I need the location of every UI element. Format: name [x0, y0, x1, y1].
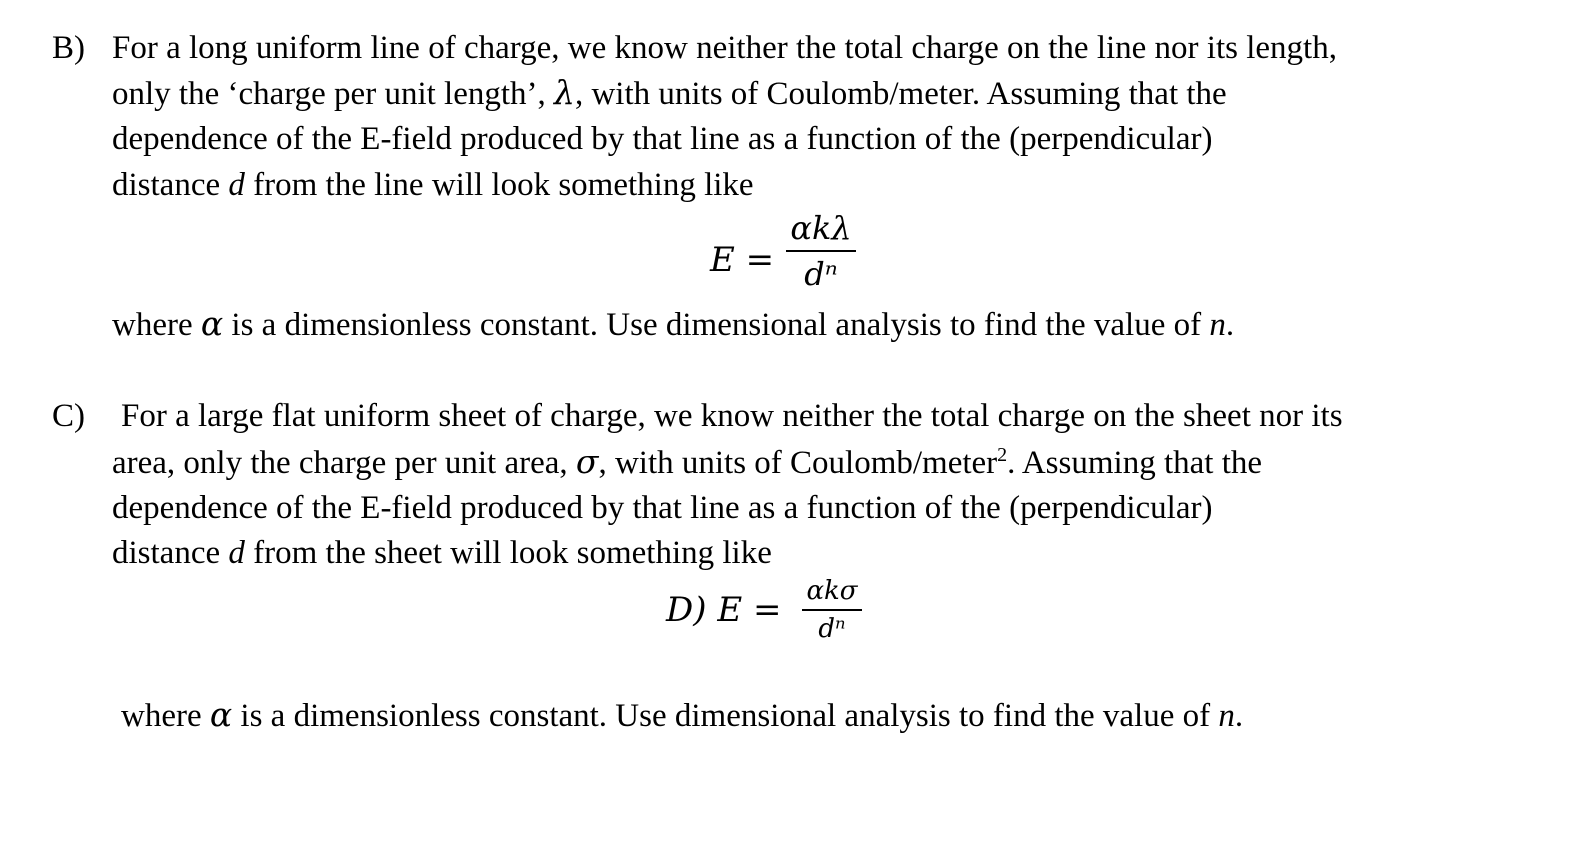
- part-c-line-4: distance d from the sheet will look something like: [112, 535, 772, 571]
- equation-b-numerator: αkλ: [790, 209, 852, 247]
- sigma-symbol: σ: [575, 442, 599, 481]
- equation-d-fraction: [802, 578, 862, 642]
- part-c-line-1: For a large flat uniform sheet of charge, we know neither the total charge on the sheet nor its: [121, 398, 1343, 434]
- equation-d-lhs: D) E =: [666, 590, 782, 630]
- part-b-line-1: For a long uniform line of charge, we know neither the total charge on the line nor its length,: [112, 30, 1337, 66]
- equation-b-lhs: E =: [710, 240, 775, 280]
- part-c-line-2: area, only the charge per unit area, σ, with units of Coulomb/meter$^2$. Assuming that the: [112, 442, 1263, 481]
- equation-d-numerator: αkσ: [806, 576, 858, 606]
- equation-b-denominator: dⁿ: [804, 255, 838, 293]
- part-b-line-3: dependence of the E-field produced by that line as a function of the (perpendicular): [112, 121, 1213, 157]
- part-b-line-4: distance d from the line will look something like: [112, 167, 754, 203]
- part-b-label: B): [52, 30, 85, 66]
- equation-b-fraction: [786, 209, 856, 293]
- part-b-where-line: where α is a dimensionless constant. Use dimensional analysis to find the value of n.: [112, 304, 1235, 343]
- part-c-label: C): [52, 398, 85, 434]
- equation-d-denominator: dⁿ: [818, 614, 846, 644]
- lambda-symbol: λ: [554, 73, 575, 112]
- part-c-where-line: where α is a dimensionless constant. Use dimensional analysis to find the value of n.: [121, 695, 1244, 734]
- part-b-line-2: only the ‘charge per unit length’, λ, with units of Coulomb/meter. Assuming that the: [112, 73, 1227, 112]
- part-c-line-3: dependence of the E-field produced by that line as a function of the (perpendicular): [112, 490, 1213, 526]
